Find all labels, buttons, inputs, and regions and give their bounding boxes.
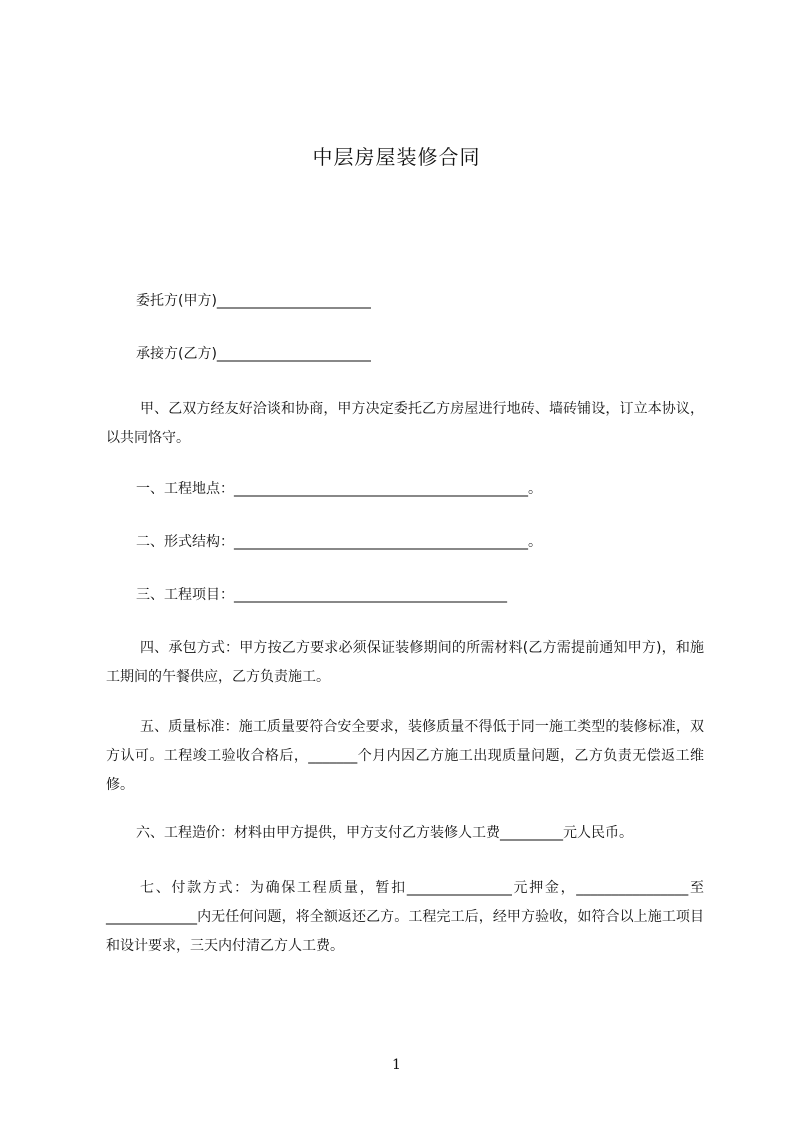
clause-contract-method: 四、承包方式：甲方按乙方要求必须保证装修期间的所需材料(乙方需提前通知甲方)，和施工期间的午餐供应，乙方负责施工。 [106,640,704,685]
party-b-line: 承接方(乙方)______________________ [136,346,371,362]
intro-paragraph: 甲、乙双方经友好洽谈和协商，甲方决定委托乙方房屋进行地砖、墙砖铺设，订立本协议，以共同恪守。 [106,401,704,446]
clause-location: 一、工程地点：__________________________________________。 [136,481,542,497]
clause-cost: 六、工程造价：材料由甲方提供，甲方支付乙方装修人工费_________元人民币。 [136,825,633,841]
clause-payment: 七、付款方式：为确保工程质量，暂扣_______________元押金，________________至_____________内无任何问题，将全额返还乙方。工程完工后，经甲方验收，如符合以上施工项目和设计要求，三天内付清乙方人工费。 [106,880,704,954]
document-title: 中层房屋装修合同 [312,145,481,169]
clause-project: 三、工程项目：_______________________________________ [136,587,507,603]
party-a-line: 委托方(甲方)______________________ [136,293,371,309]
clause-quality-standard: 五、质量标准：施工质量要符合安全要求，装修质量不得低于同一施工类型的装修标准，双方认可。工程竣工验收合格后，_______个月内因乙方施工出现质量问题，乙方负责无偿返工维修。 [106,719,704,793]
page-number: 1 [392,1057,401,1073]
clause-structure: 二、形式结构：__________________________________________。 [136,534,542,550]
